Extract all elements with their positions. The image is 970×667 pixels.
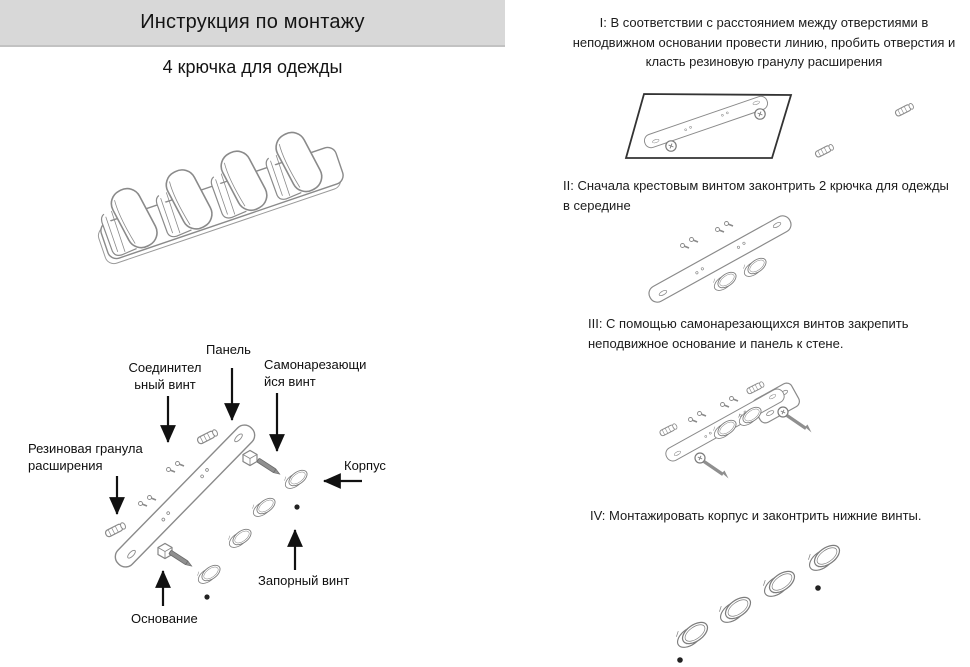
screw-head-illustration — [666, 141, 676, 151]
hook-body-illustration — [196, 562, 223, 586]
rubber-granule-illustration — [105, 522, 127, 538]
step-1-illustration — [600, 85, 930, 175]
connecting-screw-illustration — [197, 429, 219, 445]
part-label-self-tapping-screw: Самонарезающи йся винт — [264, 357, 367, 389]
part-label-locking-screw: Запорный винт — [258, 573, 350, 588]
small-screws-illustration — [167, 462, 185, 473]
page-subtitle: 4 крючка для одежды — [162, 57, 343, 77]
step-4-text: IV: Монтажировать корпус и законтрить нижние винты. — [590, 508, 922, 523]
hook-body-illustration — [806, 541, 844, 575]
rubber-granule-illustration — [815, 144, 835, 158]
base-strip-illustration — [646, 213, 794, 305]
base-block-illustration — [158, 544, 172, 559]
hook-body-illustration — [712, 269, 739, 293]
part-label-base: Основание — [131, 611, 198, 626]
exploded-diagram — [0, 338, 470, 667]
part-label-body: Корпус — [344, 458, 386, 473]
hook-rack-plate — [85, 117, 347, 266]
step-2-illustration — [620, 213, 960, 313]
small-screws-illustration — [689, 412, 707, 423]
self-tapping-screw-illustration — [778, 407, 812, 433]
small-screws-illustration — [721, 397, 739, 408]
small-screws-illustration — [716, 222, 734, 233]
base-block-illustration — [243, 451, 257, 466]
step-2-text: II: Сначала крестовым винтом законтрить 2 крючка для одежды в середине — [563, 178, 949, 213]
hook-body-illustration — [674, 618, 712, 652]
hook-body-illustration — [251, 495, 278, 519]
step-4-illustration — [620, 513, 965, 667]
title-bar — [0, 0, 505, 47]
page-title: Инструкция по монтажу — [140, 11, 365, 33]
screw-illustration — [257, 458, 281, 476]
hook-body-illustration — [227, 526, 254, 550]
rubber-granule-illustration — [895, 103, 915, 117]
locking-screw-dot — [815, 585, 821, 591]
step-3-illustration — [620, 352, 960, 495]
small-screws-illustration — [139, 496, 157, 507]
screw-head-illustration — [755, 109, 765, 119]
hook-body-illustration — [742, 255, 769, 279]
screw-illustration — [169, 550, 193, 568]
part-label-panel: Панель — [206, 342, 251, 357]
locking-screw-dot — [677, 657, 683, 663]
small-screws-illustration — [681, 238, 699, 249]
self-tapping-screw-illustration — [695, 453, 729, 479]
hook-body-illustration — [717, 593, 755, 627]
product-illustration — [80, 115, 370, 305]
locking-screw-dot — [294, 504, 299, 509]
hook-body-illustration — [761, 567, 799, 601]
step-3-text: III: С помощью самонарезающихся винтов закрепить неподвижное основание и панель к стене. — [588, 316, 909, 351]
rubber-granule-illustration — [746, 381, 765, 394]
step-1-text: I: В соответствии с расстоянием между отверстиями в неподвижном основании провести линию, пробить отверстия и класть резиновую гранулу расширения — [572, 15, 956, 69]
part-label-connecting-screw: Соединител ьный винт — [128, 360, 202, 392]
hook-body-illustration — [283, 467, 310, 491]
locking-screw-dot — [204, 594, 209, 599]
rubber-granule-illustration — [659, 423, 678, 436]
part-label-rubber-granule: Резиновая гранула расширения — [28, 441, 143, 473]
